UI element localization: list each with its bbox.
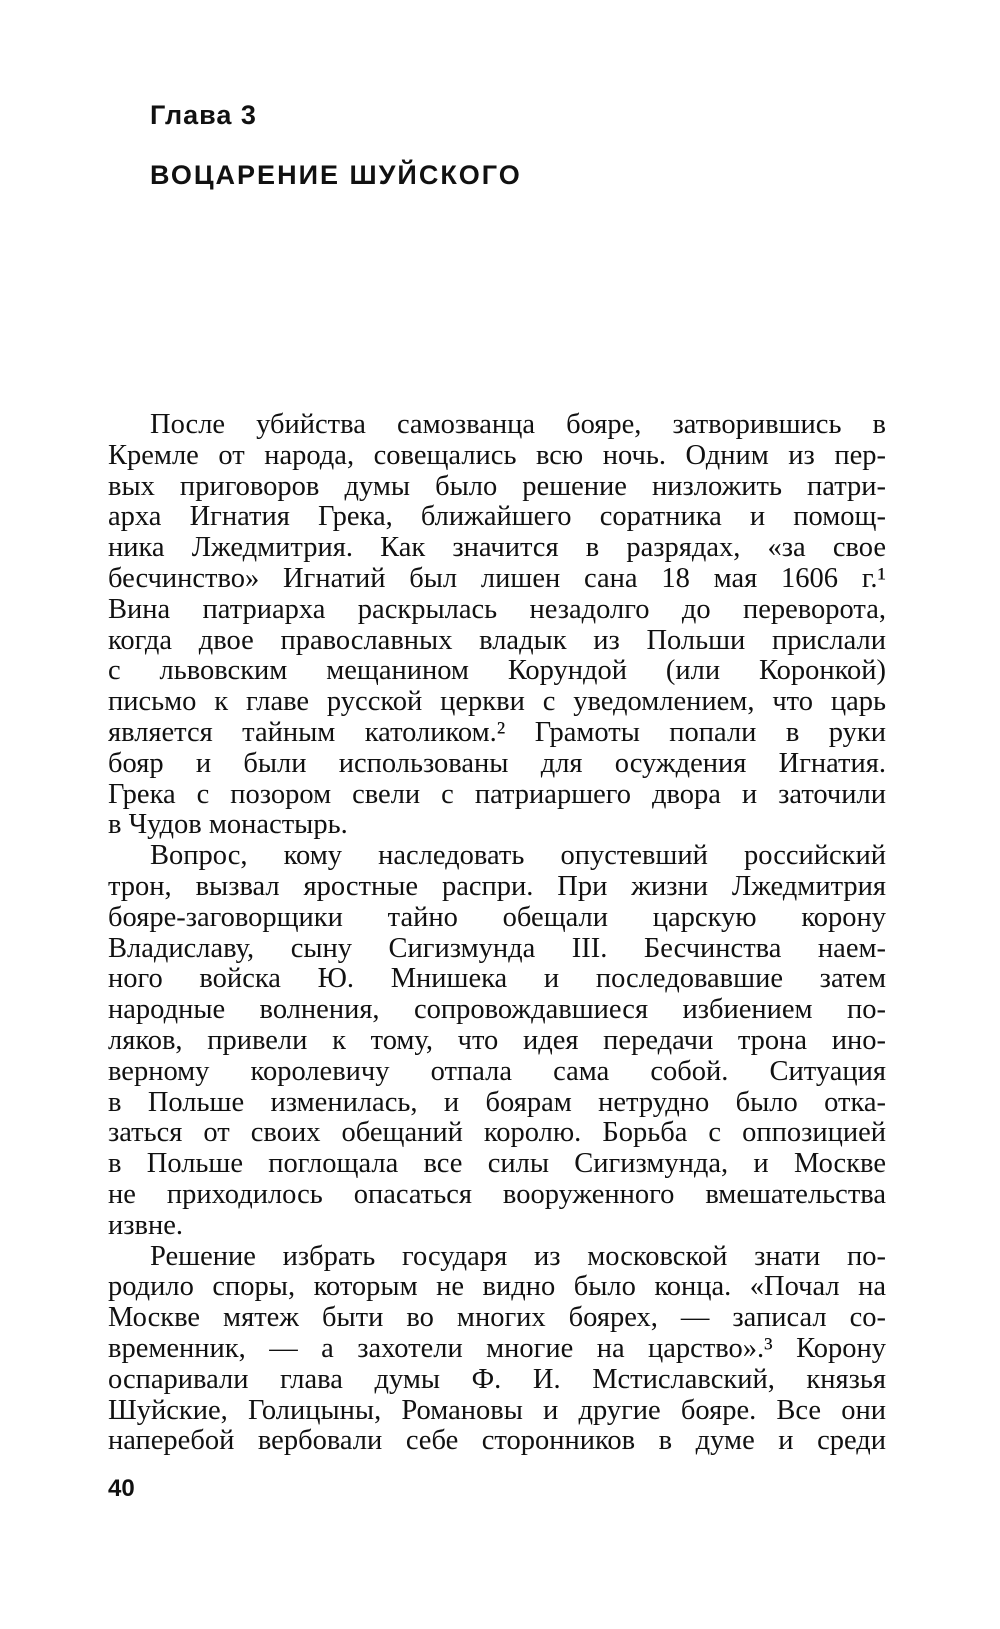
text-line: Вина патриарха раскрылась незадолго до переворота, xyxy=(108,593,886,625)
paragraph xyxy=(108,1242,886,1458)
text-line: ника Лжедмитрия. Как значится в разрядах, «за свое xyxy=(108,532,886,564)
text-line: временник, — а захотели многие на царство».³ Корону xyxy=(108,1332,886,1364)
text-line: оспаривали глава думы Ф. И. Мстиславский, князья xyxy=(108,1363,886,1395)
text-line: когда двое православных владык из Польши прислали xyxy=(108,624,886,656)
text-line: Решение избрать государя из московской знати по- xyxy=(150,1240,886,1272)
paragraph xyxy=(108,410,886,841)
text-line: в Польше поглощала все силы Сигизмунда, и Москве xyxy=(108,1148,886,1180)
text-line: в Польше изменилась, и боярам нетрудно было отка- xyxy=(108,1086,886,1118)
body-text xyxy=(108,410,886,1457)
text-line: верному королевичу отпала сама собой. Ситуация xyxy=(108,1055,886,1087)
text-line: является тайным католиком.² Грамоты попали в руки xyxy=(108,716,886,748)
text-line: родило споры, которым не видно было конца. «Почал на xyxy=(108,1271,886,1303)
text-line: не приходилось опасаться вооруженного вмешательства xyxy=(108,1178,886,1210)
text-line: с львовским мещанином Корундой (или Коронкой) xyxy=(108,655,886,687)
text-line: После убийства самозванца бояре, затворившись в xyxy=(150,409,886,440)
text-line: ляков, привели к тому, что идея передачи трона ино- xyxy=(108,1024,886,1056)
text-line: народные волнения, сопровождавшиеся избиением по- xyxy=(108,994,886,1026)
text-line: Грека с позором свели с патриаршего двора и заточили xyxy=(108,778,886,810)
text-line: трон, вызвал яростные распри. При жизни Лжедмитрия xyxy=(108,870,886,902)
text-line: ного войска Ю. Мнишека и последовавшие затем xyxy=(108,963,886,995)
text-line: Кремле от народа, совещались всю ночь. Одним из пер- xyxy=(108,439,886,471)
text-line: извне. xyxy=(108,1209,183,1241)
text-line: бесчинство» Игнатий был лишен сана 18 мая 1606 г.¹ xyxy=(108,562,886,594)
text-line: Вопрос, кому наследовать опустевший российский xyxy=(150,840,886,872)
text-line: письмо к главе русской церкви с уведомлением, что царь xyxy=(108,686,886,718)
page-number: 40 xyxy=(108,1475,135,1502)
text-line: арха Игнатия Грека, ближайшего соратника и помощ- xyxy=(108,501,886,533)
text-line: Шуйские, Голицыны, Романовы и другие бояре. Все они xyxy=(108,1394,886,1426)
paragraph xyxy=(108,841,886,1241)
text-line: Москве мятеж быти во многих боярех, — записал со- xyxy=(108,1302,886,1334)
text-line: вых приговоров думы было решение низложить патри- xyxy=(108,470,886,502)
text-line: Владиславу, сыну Сигизмунда III. Бесчинства наем- xyxy=(108,932,886,964)
text-line: бояр и были использованы для осуждения Игнатия. xyxy=(108,747,886,779)
chapter-title: ВОЦАРЕНИЕ ШУЙСКОГО xyxy=(150,160,522,190)
text-line: наперебой вербовали себе сторонников в думе и среди xyxy=(108,1425,886,1457)
text-line: в Чудов монастырь. xyxy=(108,809,348,841)
chapter-label: Глава 3 xyxy=(150,100,257,130)
text-line: бояре-заговорщики тайно обещали царскую корону xyxy=(108,901,886,933)
text-line: заться от своих обещаний королю. Борьба с оппозицией xyxy=(108,1117,886,1149)
